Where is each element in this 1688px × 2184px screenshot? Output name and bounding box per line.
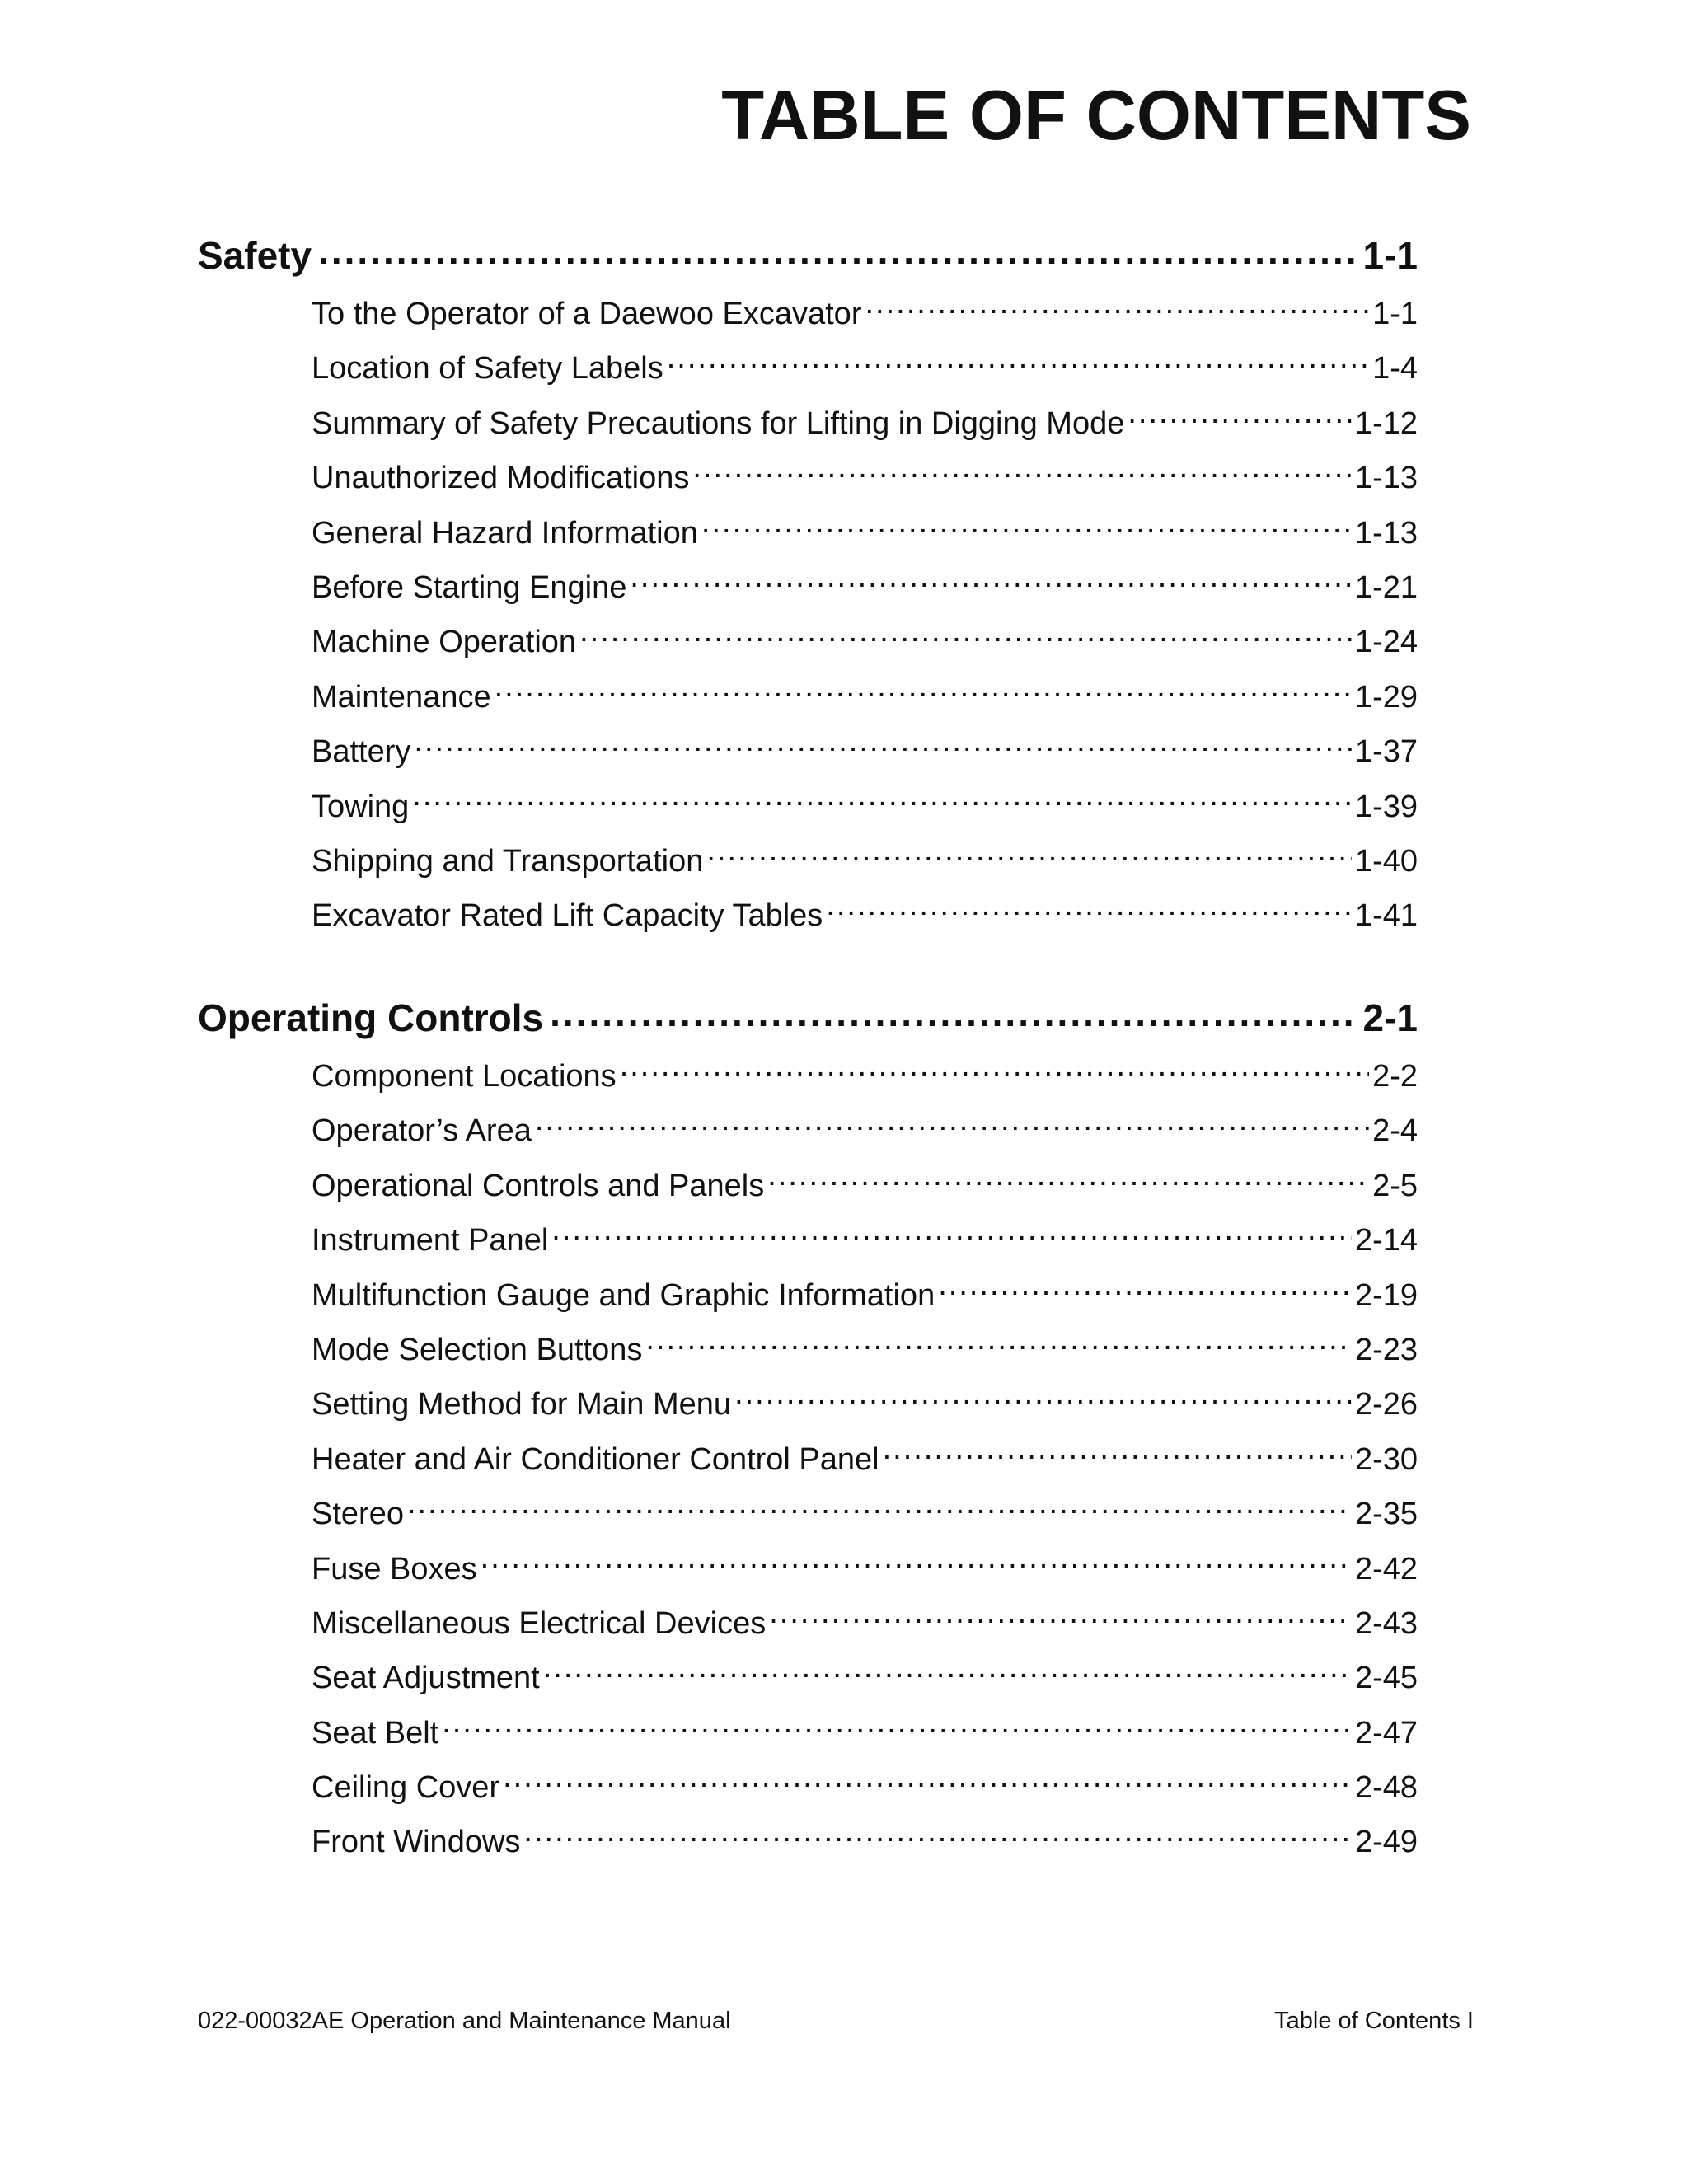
toc-entry-page: 2-19 (1354, 1277, 1418, 1313)
toc-entry-page: 2-14 (1354, 1223, 1418, 1258)
toc-entry-page: 1-41 (1354, 898, 1418, 934)
toc-entry-page: 1-24 (1354, 625, 1418, 660)
toc-entry-label: Setting Method for Main Menu (312, 1387, 732, 1422)
toc-entry[interactable] (312, 1815, 1418, 1869)
toc-entry-label: Before Starting Engine (312, 569, 627, 605)
toc-entry-label: Seat Adjustment (312, 1661, 540, 1696)
toc-entry-label: Excavator Rated Lift Capacity Tables (312, 898, 823, 934)
toc-entry[interactable] (312, 724, 1418, 779)
toc-entry-label: Location of Safety Labels (312, 351, 663, 387)
toc-entry-page: 2-2 (1372, 1059, 1418, 1094)
toc-entry[interactable] (312, 1213, 1418, 1268)
toc-entry-label: Stereo (312, 1497, 404, 1532)
toc-entry-label: Front Windows (312, 1825, 521, 1860)
toc-entry-label: To the Operator of a Daewoo Excavator (312, 297, 862, 331)
toc-entry-label: Heater and Air Conditioner Control Panel (312, 1441, 879, 1477)
dot-leader (826, 894, 1352, 926)
toc-section-operating-controls (198, 991, 1418, 1870)
toc-entry-label: Towing (312, 789, 410, 824)
section-heading-label: Safety (198, 234, 312, 277)
toc-entry-label: Battery (312, 734, 411, 770)
dot-leader (318, 231, 1356, 269)
toc-entry-page: 1-12 (1354, 405, 1418, 441)
section-entries-safety (198, 287, 1418, 944)
toc-entry[interactable] (312, 1377, 1418, 1432)
dot-leader (551, 1219, 1352, 1250)
toc-entry[interactable] (312, 780, 1418, 834)
dot-leader (543, 1657, 1352, 1688)
toc-entry-label: Instrument Panel (312, 1223, 549, 1258)
dot-leader (767, 1165, 1369, 1196)
toc-entry[interactable] (312, 1706, 1418, 1760)
toc-entry[interactable] (312, 287, 1418, 341)
toc-entry-label: Seat Belt (312, 1715, 439, 1750)
toc-entry-page: 2-43 (1354, 1605, 1418, 1641)
dot-leader (481, 1548, 1352, 1579)
toc-entry[interactable] (312, 1432, 1418, 1487)
toc-entry-page: 1-40 (1354, 843, 1418, 879)
dot-leader (503, 1766, 1352, 1797)
dot-leader (495, 676, 1352, 707)
dot-leader (535, 1109, 1369, 1141)
toc-entry[interactable] (312, 396, 1418, 451)
toc-entry[interactable] (312, 888, 1418, 943)
toc-entry-page: 1-37 (1354, 734, 1418, 770)
dot-leader (769, 1602, 1352, 1633)
toc-entry[interactable] (312, 451, 1418, 505)
toc-entry[interactable] (312, 1104, 1418, 1158)
toc-entry-label: Fuse Boxes (312, 1551, 477, 1586)
toc-entry[interactable] (312, 1323, 1418, 1377)
footer-manual-id: 022-00032AE Operation and Maintenance Manual (198, 2008, 731, 2034)
dot-leader (938, 1274, 1352, 1305)
toc-entry[interactable] (312, 1651, 1418, 1705)
toc-entry[interactable] (312, 670, 1418, 724)
dot-leader (620, 1055, 1369, 1086)
toc-entry[interactable] (312, 1760, 1418, 1815)
section-heading-label: Operating Controls (198, 996, 544, 1039)
toc-entry-label: General Hazard Information (312, 515, 698, 551)
toc-entry-page: 2-23 (1354, 1332, 1418, 1367)
toc-entry-label: Component Locations (312, 1059, 617, 1094)
toc-entry-label: Ceiling Cover (312, 1770, 500, 1806)
dot-leader (407, 1493, 1352, 1524)
toc-entry-page: 1-21 (1354, 569, 1418, 605)
toc-entry-page: 1-29 (1354, 679, 1418, 715)
toc-entry-label: Machine Operation (312, 625, 577, 660)
toc-entry[interactable] (312, 506, 1418, 560)
toc-entry-page: 2-49 (1354, 1825, 1418, 1860)
toc-entry[interactable] (312, 560, 1418, 615)
toc-entry-label: Multifunction Gauge and Graphic Information (312, 1277, 935, 1313)
toc-entry-label: Miscellaneous Electrical Devices (312, 1605, 767, 1641)
dot-leader (701, 512, 1352, 543)
dot-leader (630, 566, 1352, 598)
toc-entry-page: 2-35 (1354, 1497, 1418, 1532)
toc-entry[interactable] (312, 1596, 1418, 1651)
toc-entry-page: 1-39 (1354, 789, 1418, 824)
toc-entry[interactable] (312, 834, 1418, 888)
toc-entry-page: 1-13 (1354, 461, 1418, 496)
page-title: TABLE OF CONTENTS (721, 77, 1471, 155)
dot-leader (550, 993, 1356, 1031)
dot-leader (692, 457, 1352, 488)
toc-entry-page: 2-45 (1354, 1661, 1418, 1696)
dot-leader (414, 730, 1352, 762)
toc-entry-label: Unauthorized Modifications (312, 461, 690, 496)
toc-entry-page: 2-30 (1354, 1441, 1418, 1477)
toc-entry-label: Maintenance (312, 679, 491, 715)
toc-entry-page: 1-1 (1372, 297, 1418, 331)
toc-entry[interactable] (312, 1487, 1418, 1541)
dot-leader (883, 1438, 1352, 1469)
toc-entry[interactable] (312, 1268, 1418, 1323)
toc-section-safety (198, 229, 1418, 944)
toc-entry-page: 1-13 (1354, 515, 1418, 551)
toc-entry[interactable] (312, 615, 1418, 669)
toc-entry-label: Operator’s Area (312, 1113, 532, 1149)
section-heading-safety[interactable] (198, 229, 1418, 282)
toc-entry-page: 2-5 (1372, 1168, 1418, 1203)
section-page-number: 2-1 (1362, 996, 1418, 1039)
page-footer (198, 2008, 1474, 2035)
dot-leader (667, 347, 1369, 378)
section-heading-operating-controls[interactable] (198, 991, 1418, 1044)
dot-leader (734, 1383, 1352, 1414)
toc-entry-page: 2-4 (1372, 1113, 1418, 1149)
dot-leader (645, 1329, 1352, 1360)
toc-entry-label: Operational Controls and Panels (312, 1168, 765, 1203)
toc-entry-label: Summary of Safety Precautions for Lifting in Digging Mode (312, 405, 1125, 441)
dot-leader (706, 840, 1352, 871)
toc-entry-page: 1-4 (1372, 351, 1418, 387)
toc-entry-page: 2-42 (1354, 1551, 1418, 1586)
section-page-number: 1-1 (1362, 234, 1418, 277)
toc-entry[interactable] (312, 1159, 1418, 1213)
dot-leader (579, 621, 1352, 652)
dot-leader (523, 1821, 1352, 1852)
toc-entry-page: 2-48 (1354, 1770, 1418, 1806)
toc-entry[interactable] (312, 1542, 1418, 1596)
toc-entry[interactable] (312, 1049, 1418, 1104)
toc-entry-page: 2-26 (1354, 1387, 1418, 1422)
toc-entry-label: Shipping and Transportation (312, 843, 704, 879)
section-entries-operating-controls (198, 1049, 1418, 1870)
toc-entry[interactable] (312, 341, 1418, 396)
footer-page-label: Table of Contents I (1274, 2008, 1474, 2034)
dot-leader (412, 785, 1352, 817)
dot-leader (442, 1712, 1352, 1743)
dot-leader (1128, 402, 1352, 434)
toc-entry-label: Mode Selection Buttons (312, 1332, 643, 1367)
dot-leader (865, 293, 1369, 324)
toc-entry-page: 2-47 (1354, 1715, 1418, 1750)
